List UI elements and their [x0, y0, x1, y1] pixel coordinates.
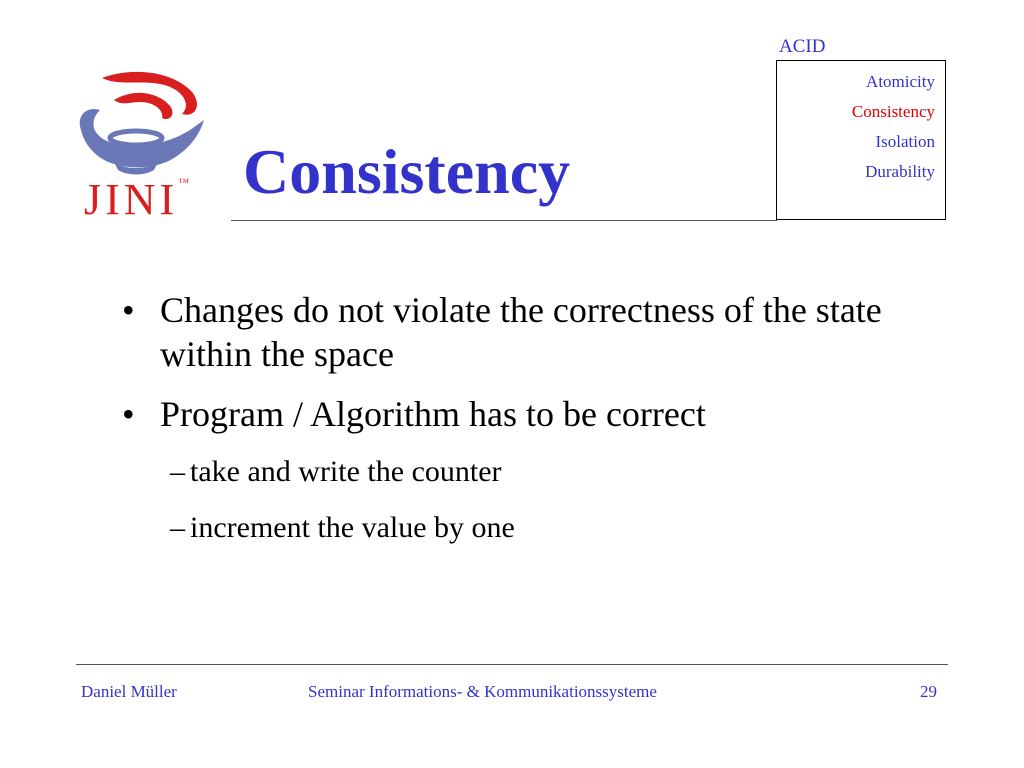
sub-bullet-marker: –: [170, 455, 185, 488]
acid-box: [776, 60, 946, 220]
acid-item-atomicity: Atomicity: [866, 72, 935, 91]
acid-item-isolation: Isolation: [875, 132, 935, 151]
acid-item-consistency: Consistency: [851, 102, 935, 121]
logo-wordmark: JINI™: [84, 175, 189, 224]
sub-bullet-item: [122, 508, 942, 548]
slide-title: Consistency: [243, 136, 571, 207]
bullet-item: [122, 392, 942, 436]
footer-page-number: 29: [920, 682, 937, 701]
sub-bullet-marker: –: [170, 511, 185, 544]
footer-divider: [76, 664, 948, 665]
footer-author: Daniel Müller: [81, 682, 177, 701]
bullet-marker: •: [122, 290, 135, 330]
footer-course: Seminar Informations- & Kommunikationssysteme: [308, 682, 657, 701]
slide-content: [122, 288, 942, 564]
sub-bullet-text: take and write the counter: [190, 455, 502, 488]
acid-item-durability: Durability: [865, 162, 935, 181]
title-divider: [231, 220, 777, 221]
bullet-marker: •: [122, 394, 135, 434]
sub-bullet-text: increment the value by one: [190, 511, 515, 544]
acid-label: ACID: [779, 36, 826, 57]
bullet-text: Changes do not violate the correctness of the state within the space: [160, 290, 882, 374]
bullet-text: Program / Algorithm has to be correct: [160, 394, 706, 434]
sub-bullet-item: [122, 452, 942, 492]
bullet-item: [122, 288, 942, 376]
